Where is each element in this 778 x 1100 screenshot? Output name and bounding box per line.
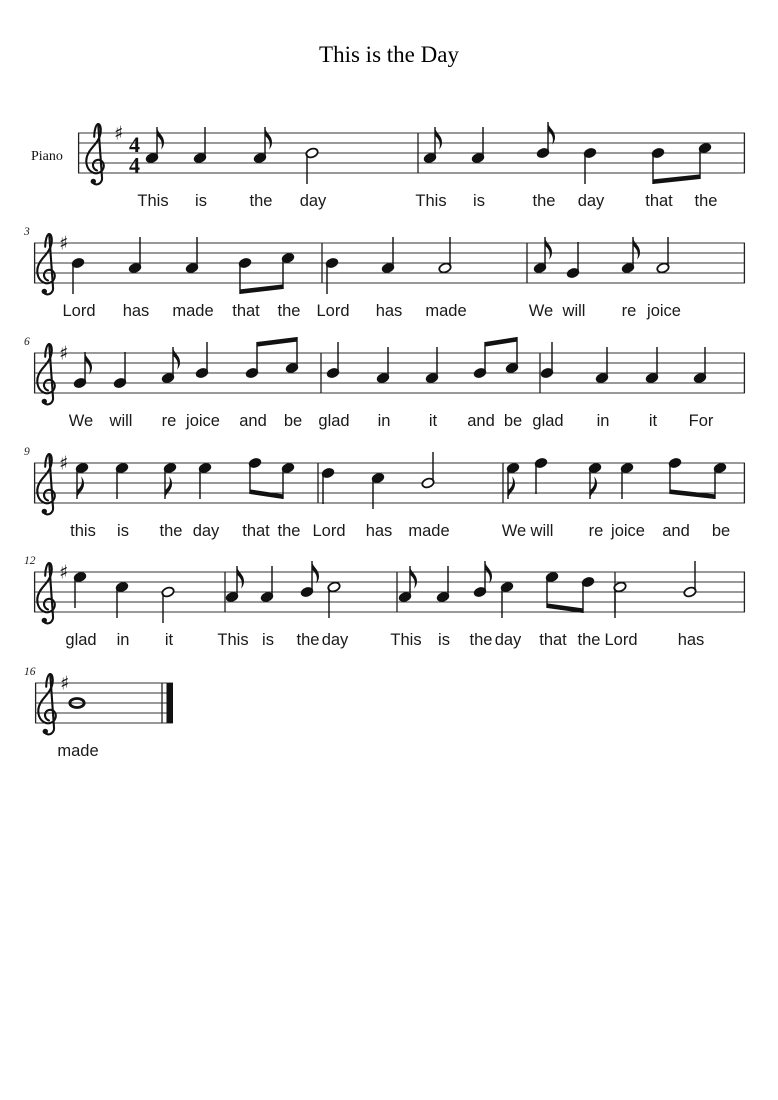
- key-signature-sharp: ♯: [60, 672, 70, 695]
- time-signature-beats: 4: [129, 132, 140, 157]
- staff-system: [24, 555, 745, 649]
- lyric-syllable: the: [159, 522, 183, 540]
- lyric-syllable: made: [172, 302, 214, 320]
- note: [195, 342, 209, 379]
- lyric-syllable: glad: [318, 412, 350, 430]
- lyric-syllable: will: [530, 522, 554, 540]
- note: [534, 457, 548, 494]
- beam: [240, 284, 283, 294]
- lyric-syllable: the: [577, 631, 601, 649]
- eighth-flag: [633, 237, 640, 260]
- lyric-syllable: be: [711, 522, 731, 540]
- lyric-syllable: made: [408, 522, 450, 540]
- beam: [250, 489, 283, 499]
- lyric-syllable: For: [688, 412, 714, 430]
- key-signature-sharp: ♯: [114, 122, 124, 145]
- note: [321, 467, 335, 504]
- lyric-syllable: will: [109, 412, 133, 430]
- lyric-syllable: This: [137, 192, 169, 210]
- key-signature-sharp: ♯: [59, 452, 69, 475]
- lyric-syllable: and: [239, 412, 267, 430]
- lyric-syllable: day: [321, 631, 349, 649]
- lyric-syllable: the: [469, 631, 493, 649]
- note: [683, 561, 697, 598]
- staff-system: [24, 336, 745, 430]
- lyric-syllable: made: [425, 302, 467, 320]
- note: [583, 147, 597, 184]
- staff-system: [24, 446, 745, 540]
- measure-number: 9: [24, 446, 30, 458]
- lyric-syllable: that: [645, 192, 673, 210]
- lyric-syllable: in: [596, 412, 610, 430]
- lyric-syllable: This: [217, 631, 249, 649]
- lyric-syllable: is: [438, 631, 450, 649]
- lyric-syllable: the: [296, 631, 320, 649]
- eighth-flag: [410, 566, 417, 589]
- lyric-syllable: the: [277, 302, 301, 320]
- beam: [653, 174, 700, 184]
- key-signature-sharp: ♯: [59, 342, 69, 365]
- lyric-syllable: joice: [611, 522, 645, 540]
- lyric-syllable: it: [648, 412, 658, 430]
- lyric-syllable: is: [473, 192, 485, 210]
- beam: [485, 337, 517, 347]
- lyric-syllable: Lord: [62, 302, 96, 320]
- measure-number: 3: [24, 226, 30, 238]
- lyric-syllable: re: [621, 302, 637, 320]
- lyric-syllable: We: [501, 522, 527, 540]
- lyric-syllable: re: [588, 522, 604, 540]
- lyric-syllable: in: [116, 631, 130, 649]
- lyric-syllable: day: [299, 192, 327, 210]
- note: [305, 147, 319, 184]
- lyric-syllable: and: [662, 522, 690, 540]
- note: [566, 242, 580, 279]
- eighth-flag: [435, 127, 442, 150]
- lyric-syllable: that: [232, 302, 260, 320]
- lyric-syllable: be: [503, 412, 523, 430]
- lyric-syllable: day: [192, 522, 220, 540]
- eighth-flag: [545, 237, 552, 260]
- lyric-syllable: and: [467, 412, 495, 430]
- eighth-flag: [508, 477, 515, 500]
- lyric-syllable: re: [161, 412, 177, 430]
- note: [668, 457, 682, 494]
- lyric-syllable: the: [694, 192, 718, 210]
- lyric-syllable: This: [390, 631, 422, 649]
- lyric-syllable: it: [164, 631, 174, 649]
- eighth-flag: [237, 566, 244, 589]
- lyric-syllable: Lord: [316, 302, 350, 320]
- lyric-syllable: has: [375, 302, 403, 320]
- note: [581, 576, 595, 613]
- score-title: This is the Day: [319, 42, 459, 67]
- eighth-flag: [77, 477, 84, 500]
- lyric-syllable: the: [277, 522, 301, 540]
- lyric-syllable: has: [365, 522, 393, 540]
- note: [245, 342, 259, 379]
- eighth-flag: [157, 127, 164, 150]
- lyric-syllable: has: [122, 302, 150, 320]
- lyric-syllable: be: [283, 412, 303, 430]
- lyric-syllable: that: [539, 631, 567, 649]
- lyric-syllable: day: [494, 631, 522, 649]
- key-signature-sharp: ♯: [59, 561, 69, 584]
- lyric-syllable: joice: [186, 412, 220, 430]
- lyric-syllable: Lord: [604, 631, 638, 649]
- lyric-syllable: that: [242, 522, 270, 540]
- time-signature-beat-type: 4: [129, 152, 140, 178]
- beam: [257, 337, 297, 347]
- staff-system: [31, 122, 745, 210]
- note: [248, 457, 262, 494]
- lyric-syllable: in: [377, 412, 391, 430]
- note: [325, 257, 339, 294]
- lyric-syllable: We: [528, 302, 554, 320]
- lyric-syllable: will: [562, 302, 586, 320]
- lyric-syllable: This: [415, 192, 447, 210]
- measure-number: 12: [24, 555, 36, 567]
- final-barline-thick: [167, 683, 174, 723]
- lyric-syllable: is: [262, 631, 274, 649]
- measure-number: 6: [24, 336, 30, 348]
- measure-number: 16: [24, 666, 36, 678]
- lyric-syllable: has: [677, 631, 705, 649]
- lyric-syllable: Lord: [312, 522, 346, 540]
- lyric-syllable: joice: [647, 302, 681, 320]
- staff-system: [23, 226, 745, 320]
- eighth-flag: [265, 127, 272, 150]
- lyric-syllable: the: [532, 192, 556, 210]
- key-signature-sharp: ♯: [59, 232, 69, 255]
- note: [473, 342, 487, 379]
- note: [540, 342, 554, 379]
- eighth-flag: [590, 477, 597, 500]
- note: [421, 452, 435, 489]
- instrument-label: Piano: [31, 149, 63, 164]
- lyric-syllable: is: [117, 522, 129, 540]
- note: [326, 342, 340, 379]
- staff-system: [24, 666, 173, 760]
- note: [113, 352, 127, 389]
- lyric-syllable: We: [68, 412, 94, 430]
- lyric-syllable: made: [57, 742, 99, 760]
- note: [161, 586, 175, 623]
- eighth-flag: [165, 477, 172, 500]
- lyric-syllable: glad: [65, 631, 97, 649]
- lyric-syllable: it: [428, 412, 438, 430]
- lyric-syllable: day: [577, 192, 605, 210]
- lyric-syllable: this: [70, 522, 96, 540]
- note: [71, 257, 85, 294]
- lyric-syllable: the: [249, 192, 273, 210]
- lyric-syllable: glad: [532, 412, 564, 430]
- beam: [670, 489, 715, 499]
- eighth-flag: [173, 347, 180, 370]
- lyric-syllable: is: [195, 192, 207, 210]
